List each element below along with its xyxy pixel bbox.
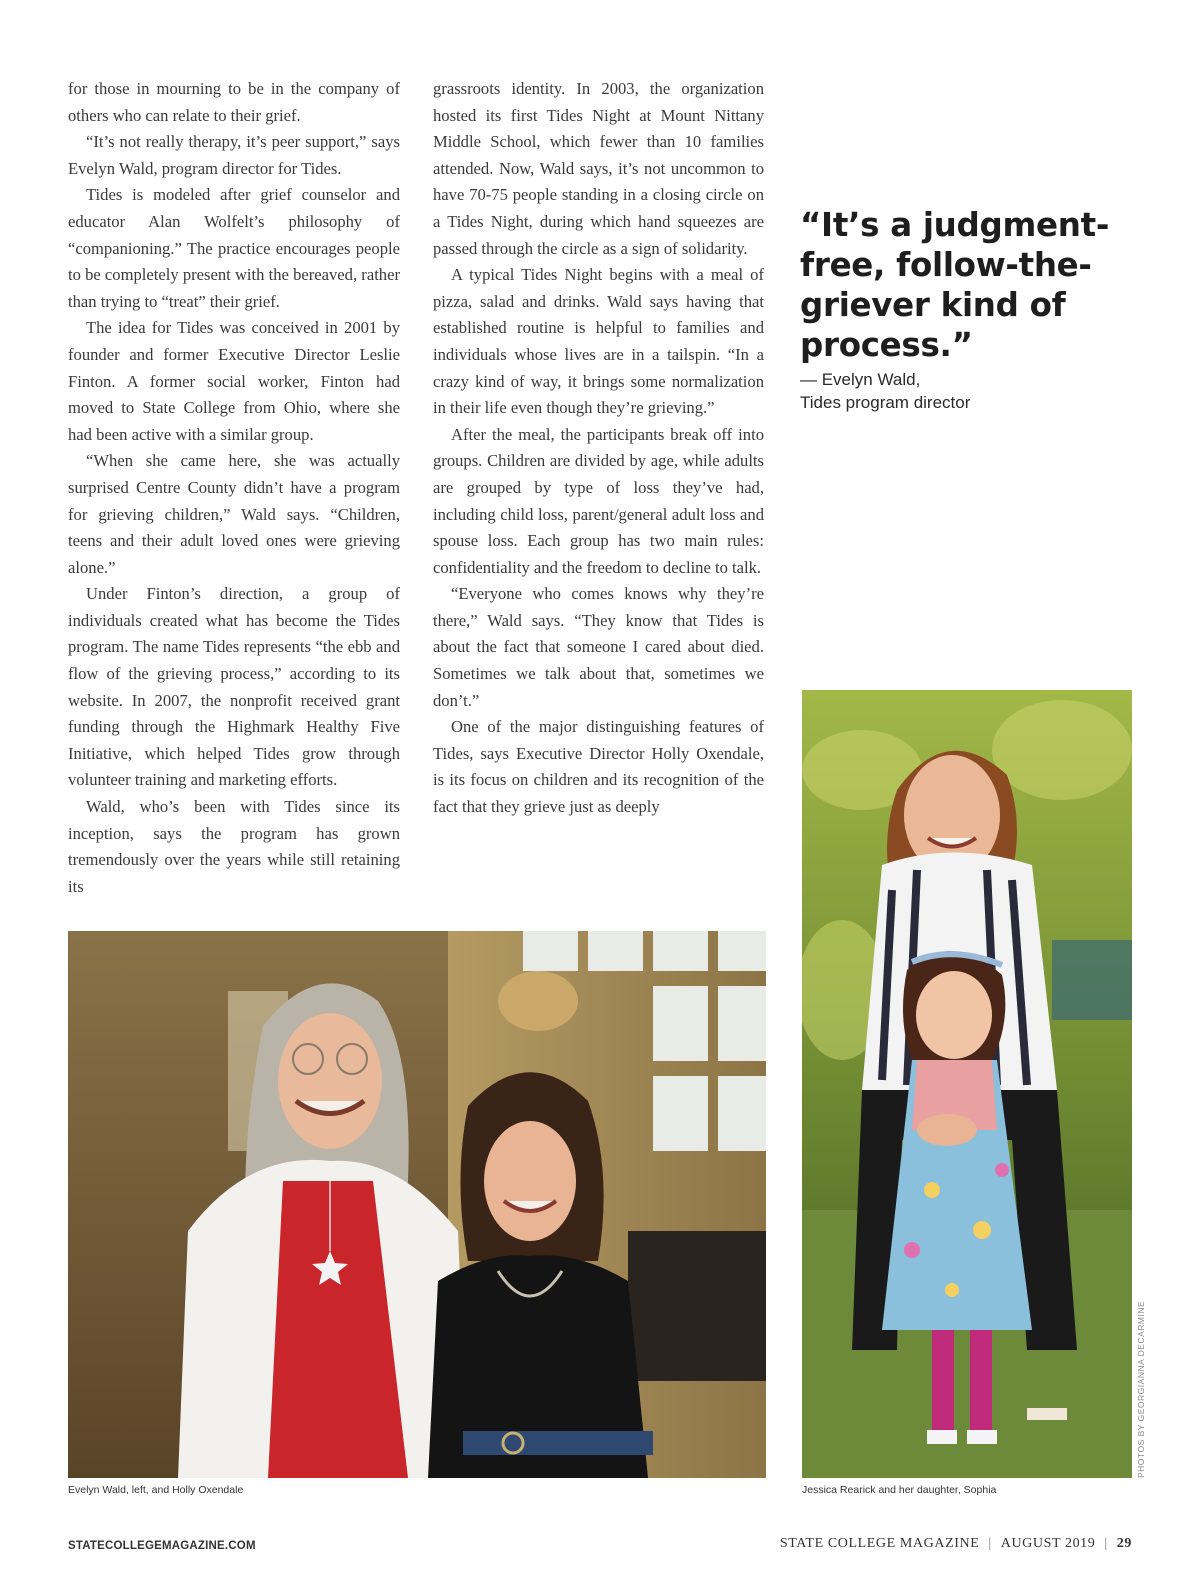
photo-wald-oxendale xyxy=(68,931,766,1478)
footer-separator: | xyxy=(988,1536,992,1551)
paragraph: grassroots identity. In 2003, the organization hosted its first Tides Night at Mount Nittany Middle School, which fewer than 10 families attended. Now, Wald says, it’s not uncommon to have 70-75 people standing in a closing circle on a Tides Night, during which hand squeezes are passed through the circle as a sign of solidarity. xyxy=(433,79,764,258)
paragraph: for those in mourning to be in the company of others who can relate to their grief. xyxy=(68,79,400,125)
footer-magazine-name: STATE COLLEGE MAGAZINE xyxy=(779,1536,980,1551)
paragraph: One of the major distinguishing features of Tides, says Executive Director Holly Oxendale, is its focus on children and its recognition of the fact that they grieve just as deeply xyxy=(433,717,764,817)
pull-quote-attribution xyxy=(800,368,1130,414)
page-number: 29 xyxy=(1116,1536,1132,1551)
paragraph: Wald, who’s been with Tides since its inception, says the program has grown tremendously over the years while still retaining its xyxy=(68,797,400,896)
paragraph: “Everyone who comes knows why they’re there,” Wald says. “They know that Tides is about the fact that someone I cared about died. Sometimes we talk about that, sometimes we don’t.” xyxy=(433,584,764,710)
footer-folio xyxy=(780,1536,1132,1552)
paragraph: “When she came here, she was actually surprised Centre County didn’t have a program for grieving children,” Wald says. “Children, teens and their adult loved ones were grieving alone.” xyxy=(68,451,400,577)
article-column-1 xyxy=(68,76,400,900)
photo-rearick-sophia xyxy=(802,690,1132,1478)
paragraph: “It’s not really therapy, it’s peer support,” says Evelyn Wald, program director for Tides. xyxy=(68,132,400,178)
paragraph: Under Finton’s direction, a group of individuals created what has become the Tides program. The name Tides represents “the ebb and flow of the grieving process,” according to its website. In 2007, the nonprofit received grant funding through the Highmark Healthy Five Initiative, which helped Tides grow through volunteer training and marketing efforts. xyxy=(68,584,400,790)
article-column-2 xyxy=(433,76,764,821)
pull-quote: “It’s a judgment-free, follow-the-griever kind of process.” xyxy=(800,206,1110,364)
footer-issue-date: AUGUST 2019 xyxy=(1000,1536,1096,1551)
photo-caption: Evelyn Wald, left, and Holly Oxendale xyxy=(68,1484,244,1496)
photo-credit: PHOTOS BY GEORGIANNA DECARMINE xyxy=(1136,1300,1146,1478)
paragraph: After the meal, the participants break off into groups. Children are divided by age, while adults are grouped by type of loss they’ve had, including child loss, parent/general adult loss and spouse loss. Each group has two main rules: confidentiality and the freedom to decline to talk. xyxy=(433,424,764,577)
footer-separator: | xyxy=(1104,1536,1108,1551)
footer-website: STATECOLLEGEMAGAZINE.COM xyxy=(68,1540,256,1552)
paragraph: The idea for Tides was conceived in 2001 by founder and former Executive Director Leslie Finton. A former social worker, Finton had moved to State College from Ohio, where she had been active with a similar group. xyxy=(68,318,400,444)
attribution-name: — Evelyn Wald, xyxy=(800,370,921,389)
photo-caption: Jessica Rearick and her daughter, Sophia xyxy=(802,1484,997,1496)
paragraph: Tides is modeled after grief counselor and educator Alan Wolfelt’s philosophy of “companioning.” The practice encourages people to be completely present with the bereaved, rather than trying to “treat” their grief. xyxy=(68,185,400,311)
attribution-title: Tides program director xyxy=(800,393,971,412)
paragraph: A typical Tides Night begins with a meal of pizza, salad and drinks. Wald says having that established routine is helpful to families and individuals whose lives are in a tailspin. “In a crazy kind of way, it brings some normalization in their life even though they’re grieving.” xyxy=(433,265,764,418)
